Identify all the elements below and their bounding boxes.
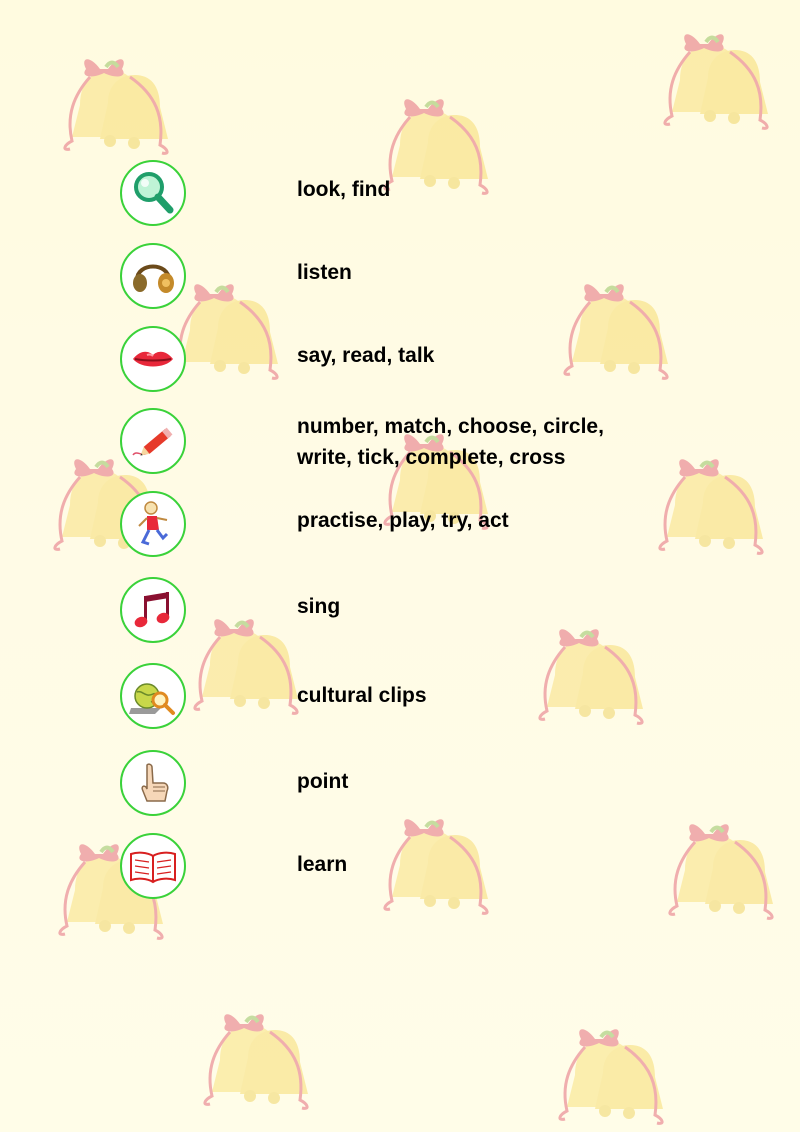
bell-decor <box>65 59 168 153</box>
instruction-label <box>297 411 717 473</box>
music-note-icon <box>120 577 186 643</box>
instruction-label-line: write, tick, complete, cross <box>297 446 566 469</box>
bell-decor <box>205 1014 308 1108</box>
instruction-label: learn <box>297 853 348 876</box>
pencil-icon <box>120 408 186 474</box>
stick-figure-icon <box>120 491 186 557</box>
instruction-label: listen <box>297 261 352 284</box>
instruction-label: sing <box>297 595 341 618</box>
instruction-label-line: number, match, choose, circle, <box>297 415 604 438</box>
bell-decor <box>665 34 768 128</box>
bell-decor <box>560 1029 663 1123</box>
instruction-label: cultural clips <box>297 684 427 707</box>
instruction-label: practise, play, try, act <box>297 509 509 532</box>
globe-search-icon <box>120 663 186 729</box>
magnifier-icon <box>120 160 186 226</box>
lips-icon <box>120 326 186 392</box>
bell-decor <box>175 284 278 378</box>
open-book-icon <box>120 833 186 899</box>
bell-decor <box>195 619 298 713</box>
instruction-label: look, find <box>297 178 391 201</box>
instruction-label: say, read, talk <box>297 344 435 367</box>
headphones-icon <box>120 243 186 309</box>
instruction-label: point <box>297 770 349 793</box>
pointing-hand-icon <box>120 750 186 816</box>
